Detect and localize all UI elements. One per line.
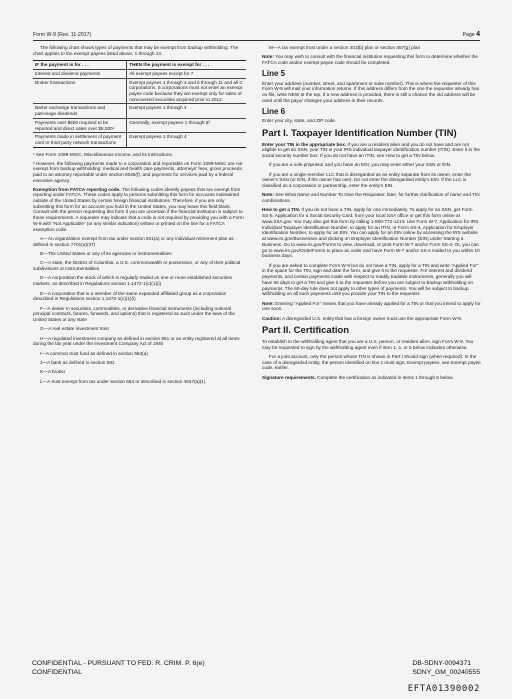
- signature-requirements: Signature requirements. Complete the certification as indicated in items 1 through 5 below.: [262, 374, 454, 380]
- code-item: F—A dealer in securities, commodities, or derivative financial instruments (including notional principal contracts, futures, forwards, and options) that is registered as such under the laws of the United States or any state: [33, 305, 235, 323]
- line6-heading: Line 6: [262, 106, 286, 116]
- table-header-row: [33, 61, 246, 70]
- llc-text: If you are a single-member LLC that is disregarded as an entity separate from its owner, enter the owner's SSN (or EIN, if the owner has one). Do not enter the disregarded entity's EIN. If the LLC is classified as a corporation or partnership, enter the entity's EIN.: [262, 171, 471, 189]
- joint-account-text: For a joint account, only the person whose TIN is shown in Part I should sign (when required). In the case of a disregarded entity, the person identified on line 1 must sign. Exempt payees, see Exempt payee code, earlier.: [262, 353, 481, 371]
- code-item: D—A corporation the stock of which is regularly traded on one or more established securities markets, as described in Regulations section 1.1472-1(c)(1)(i): [33, 275, 233, 287]
- page-number: 4: [476, 31, 480, 38]
- table-row: Payments over $600 required to be reported and direct sales over $5,000¹ Generally, exempt payees 1 through 5²: [33, 118, 246, 132]
- left-column: [33, 45, 246, 388]
- certification-text: To establish to the withholding agent that you are a U.S. person, or resident alien, sign Form W-9. You may be requested to sign by the withholding agent even if item 1, 4, or 5 below indicates otherwise.: [262, 338, 474, 350]
- table-row: Broker transactions Exempt payees 1 through 4 and 6 through 11 and all C corporations. S corporations must not enter an exempt payee code because they are exempt only for sales of noncovered securities acquired prior to 2012.: [33, 78, 246, 104]
- note-applied-for: Note: Entering “Applied For” means that you have already applied for a TIN or that you intend to apply for one soon.: [262, 300, 481, 312]
- code-item: J—A bank as defined in section 581: [40, 360, 115, 366]
- form-id: Form W-9 (Rev. 11-2017): [33, 32, 92, 38]
- table-header-if: IF the payment is for . . .: [33, 61, 127, 70]
- note-fatca: Note: You may wish to consult with the financial institution requesting this form to determine whether the FATCA code and/or exempt payee code should be completed.: [262, 54, 479, 66]
- table-header-then: THEN the payment is exempt for . . .: [127, 61, 246, 70]
- exempt-payment-table: [33, 60, 246, 148]
- right-column: [262, 45, 481, 384]
- bates-stamp: DB-SDNY-0094371 SDNY_GM_00240555: [412, 660, 480, 676]
- how-to-get-tin: How to get a TIN. If you do not have a TIN, apply for one immediately. To apply for an SSN, get Form SS-5, Application for a Social Security Card, from your local SSA office or get this form online at www.SSA.gov. You may also get this form by calling 1-800-772-1213. Use Form W-7, Application for IRS Individual Taxpayer Identification Number, to apply for an ITIN, or Form SS-4, Application for Employer Identification Number, to apply for an EIN. You can apply for an EIN online by accessing the IRS website at www.irs.gov/Businesses and clicking on Employer Identification Number (EIN) under Starting a Business. Go to www.irs.gov/Forms to view, download, or print Form W-7 and/or Form SS-4. Or, you can go to www.irs.gov/OrderForms to place an order and have Form W-7 and/or SS-4 mailed to you within 10 business days.: [262, 207, 480, 259]
- form-header: [33, 31, 480, 41]
- code-item: C—A state, the District of Columbia, a U.S. commonwealth or possession, or any of their political subdivisions or instrumentalities: [33, 260, 241, 272]
- table-row: Barter exchange transactions and patronage dividends Exempt payees 1 through 4: [33, 104, 246, 118]
- line5-heading: Line 5: [262, 68, 286, 78]
- code-item: G—A real estate investment trust: [40, 326, 109, 332]
- fatca-paragraph: Exemption from FATCA reporting code. The following codes identify payees that are exempt from reporting under FATCA. These codes apply to persons submitting this form for accounts maintained outside of the United States by certain foreign financial institutions. Therefore, if you are only submitting this form for an account you hold in the United States, you may leave this field blank. Consult with the person requesting this form if you are uncertain if the financial institution is subject to these requirements. A requester may indicate that a code is not required by providing you with a Form W-9 with “Not Applicable” (or any similar indication) written or printed on the line for a FATCA exemption code.: [33, 186, 244, 232]
- tin-paragraph: Enter your TIN in the appropriate box. If you are a resident alien and you do not have and are not eligible to get an SSN, your TIN is your IRS individual taxpayer identification number (ITIN). Enter it in the social security number box. If you do not have an ITIN, see How to get a TIN below.: [262, 141, 480, 158]
- sole-proprietor-text: If you are a sole proprietor and you have an EIN, you may enter either your SSN or EIN.: [269, 162, 452, 168]
- efta-number: EFTA01390002: [407, 684, 480, 694]
- code-item: E—A corporation that is a member of the same expanded affiliated group as a corporation described in Regulations section 1.1472-1(c)(1)(i): [33, 290, 227, 302]
- table-row: Payments made in settlement of payment card or third party network transactions Exempt payees 1 through 4: [33, 133, 246, 147]
- code-item: L—A trust exempt from tax under section 664 or described in section 4947(a)(1): [40, 378, 206, 384]
- page-indicator: Page 4: [462, 31, 480, 38]
- line5-text: Enter your address (number, street, and apartment or suite number). This is where the requester of this Form W-9 will mail your information returns. If this address differs from the one the requester already has on file, write NEW at the top. If a new address is provided, there is still a chance the old address will be used until the payor changes your address in their records.: [262, 80, 480, 103]
- line6-text: Enter your city, state, and ZIP code.: [262, 118, 337, 124]
- footnote-2: ² However, the following payments made to a corporation and reportable on Form 1099-MISC are not exempt from backup withholding: medical and health care payments, attorneys' fees, gross proceeds paid to an attorney reportable under section 6045(f), and payments for services paid by a federal executive agency.: [33, 160, 243, 183]
- part2-heading: Part II. Certification: [262, 325, 350, 337]
- code-item: B—The United States or any of its agencies or instrumentalities: [40, 251, 172, 257]
- table-row: Interest and dividend payments All exempt payees except for 7: [33, 69, 246, 78]
- caution-text: Caution: A disregarded U.S. entity that has a foreign owner must use the appropriate Form W-8.: [262, 315, 463, 321]
- confidential-stamp: CONFIDENTIAL - PURSUANT TO FED. R. CRIM. P. 6(e) CONFIDENTIAL: [32, 660, 205, 676]
- code-item: I—A common trust fund as defined in section 584(a): [40, 350, 148, 356]
- code-item: A—An organization exempt from tax under section 501(a) or any individual retirement plan as defined in section 7701(a)(37): [33, 236, 234, 247]
- part1-heading: Part I. Taxpayer Identification Number (TIN): [262, 128, 457, 140]
- code-item: M—A tax exempt trust under a section 403(b) plan or section 457(g) plan: [269, 45, 421, 50]
- code-item: K—A broker: [40, 369, 66, 375]
- chart-intro: The following chart shows types of payments that may be exempt from backup withholding. The chart applies to the exempt payees listed above, 1 through 13.: [33, 45, 239, 56]
- code-item: H—A regulated investment company as defined in section 851 or an entity registered at all times during the tax year under the Investment Company Act of 1940: [33, 335, 240, 347]
- footnote-1: ¹ See Form 1099-MISC, Miscellaneous Income, and its instructions.: [33, 151, 174, 157]
- note-name-number: Note: See What Name and Number To Give the Requester, later, for further clarification of name and TIN combinations.: [262, 192, 480, 204]
- applied-for-text: If you are asked to complete Form W-9 but do not have a TIN, apply for a TIN and write “Applied For” in the space for the TIN, sign and date the form, and give it to the requester. For interest and dividend payments, and certain payments made with respect to readily tradable instruments, generally you will have 60 days to get a TIN and give it to the requester before you are subject to backup withholding on payments. The 60-day rule does not apply to other types of payments. You will be subject to backup withholding on all such payments until you provide your TIN to the requester.: [262, 262, 479, 297]
